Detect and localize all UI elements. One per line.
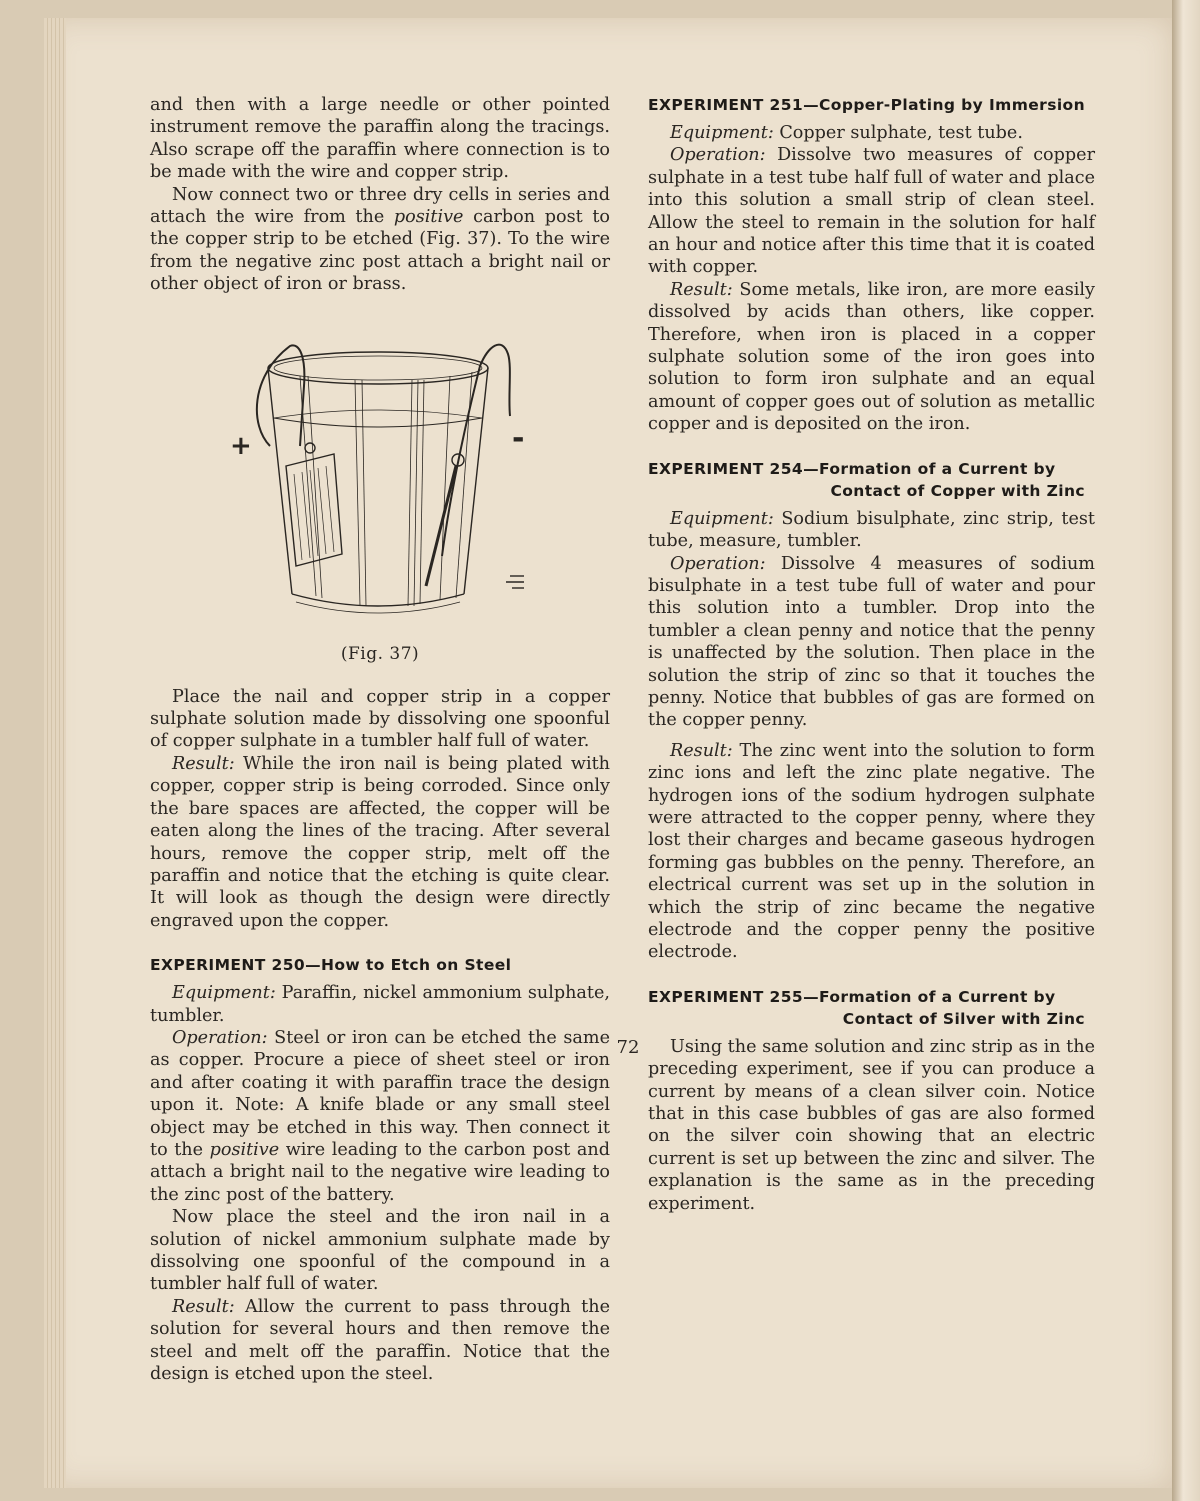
exp254-equipment: [648, 508, 1095, 553]
text: The zinc went into the solution to form zinc ions and left the zinc plate negative. The hydrogen ions of the sodium hydrogen sulphate were attracted to the copper penny, where they lost their charges and became gaseous hydrogen forming gas bubbles on the penny. Therefore, an electrical current was set up in the solution in which the strip of zinc became the negative electrode and the copper penny the positive electrode.: [648, 740, 1095, 963]
title-line-1: EXPERIMENT 255—Formation of a Current by: [648, 987, 1056, 1006]
equipment-label: Equipment:: [172, 983, 276, 1004]
text: Now connect two or three dry cells in series and attach the wire from the: [150, 184, 610, 228]
operation-label: Operation:: [670, 145, 766, 166]
text: Steel or iron can be etched the same as copper. Procure a piece of sheet steel or iron and after coating it with paraffin trace the design upon it. Note: A knife blade or any small steel object may be etched in this way. Then connect it to the: [150, 1027, 610, 1160]
text: carbon post to the copper strip to be etched (Fig. 37). To the wire from the negative zinc post attach a bright nail or other object of iron or brass.: [150, 207, 610, 295]
figure-caption: (Fig. 37): [340, 643, 420, 664]
operation-label: Operation:: [172, 1027, 268, 1048]
exp251-result: [648, 279, 1095, 436]
experiment-251-title: EXPERIMENT 251—Copper-Plating by Immersion: [648, 96, 1086, 114]
emphasis-positive: positive: [209, 1139, 280, 1160]
text: Allow the current to pass through the solution for several hours and then remove the steel and melt off the paraffin. Notice that the design is etched upon the steel.: [150, 1296, 610, 1385]
left-column: [150, 94, 610, 1385]
result-label: Result:: [670, 740, 733, 761]
experiment-250-title: EXPERIMENT 250—How to Etch on Steel: [150, 956, 512, 975]
paragraph-connect: [150, 184, 610, 296]
experiment-255-title: [648, 986, 1095, 1030]
page-number: 72: [616, 1037, 640, 1058]
equipment-label: Equipment:: [670, 123, 774, 143]
result-label: Result:: [172, 753, 235, 774]
tumbler-illustration: [150, 306, 610, 686]
text: Copper sulphate, test tube.: [773, 123, 1023, 143]
exp251-operation: [648, 144, 1095, 278]
exp255-paragraph: Using the same solution and zinc strip as in the preceding experiment, see if you can produce a current by means of a clean silver coin. Notice that in this case bubbles of gas are also formed on the silver coin showing that an electric current is set up between the zinc and silver. The explanation is the same as in the preceding experiment.: [648, 1036, 1095, 1214]
text: Paraffin, nickel ammonium sulphate, tumbler.: [150, 983, 610, 1026]
page-stack-edge: [44, 18, 66, 1488]
title-line-1: EXPERIMENT 254—Formation of a Current by: [648, 459, 1056, 478]
paragraph-intro: and then with a large needle or other pointed instrument remove the paraffin along the tracings. Also scrape off the paraffin where connection is to be made with the wire and copper strip.: [150, 95, 610, 183]
text: Some metals, like iron, are more easily dissolved by acids than others, like copper. Therefore, when iron is placed in a copper sulphate solution some of the iron goes into solution to form iron sulphate and an equal amount of copper goes out of solution as metallic copper and is deposited on the iron.: [648, 279, 1095, 435]
paragraph-result-etching: [150, 753, 610, 932]
exp250-result: [150, 1296, 610, 1386]
text: wire leading to the carbon post and attach a bright nail to the negative wire leading to the zinc post of the battery.: [150, 1139, 610, 1205]
equipment-label: Equipment:: [670, 508, 774, 529]
plus-terminal-label: +: [230, 430, 252, 461]
minus-terminal-label: -: [512, 420, 525, 456]
title-line-2: Contact of Silver with Zinc: [842, 1009, 1085, 1028]
experiment-254-title: [648, 458, 1095, 502]
text: Dissolve 4 measures of sodium bisulphate in a test tube full of water and pour this solution into a tumbler. Drop into the tumbler a clean penny and notice that the penny is unaffected by the solution. Then place in the solution the strip of zinc so that it touches the penny. Notice that bubbles of gas are formed on the copper penny.: [648, 553, 1095, 731]
text: Dissolve two measures of copper sulphate in a test tube half full of water and place into this solution a small strip of clean steel. Allow the steel to remain in the solution for half an hour and notice after this time that it is coated with copper.: [648, 145, 1095, 278]
text: While the iron nail is being plated with copper, copper strip is being corroded. Since only the bare spaces are affected, the copper will be eaten along the lines of the tracing. After several hours, remove the copper strip, melt off the paraffin and notice that the etching is quite clear. It will look as though the design were directly engraved upon the copper.: [150, 753, 610, 931]
emphasis-positive: positive: [393, 207, 464, 228]
title-line-2: Contact of Copper with Zinc: [830, 481, 1085, 500]
facing-page-edge: [1172, 0, 1200, 1501]
exp251-equipment: [648, 122, 1095, 144]
figure-37: [150, 306, 610, 686]
scan-background-top: [0, 0, 1172, 18]
exp254-operation: [648, 553, 1095, 732]
exp254-result: [648, 740, 1095, 964]
result-label: Result:: [172, 1296, 235, 1317]
exp250-equipment: [150, 982, 610, 1027]
exp250-solution: Now place the steel and the iron nail in a solution of nickel ammonium sulphate made by dissolving one spoonful of the compound in a tumbler half full of water.: [150, 1207, 610, 1295]
text: Sodium bisulphate, zinc strip, test tube, measure, tumbler.: [648, 508, 1095, 552]
operation-label: Operation:: [670, 553, 766, 574]
result-label: Result:: [670, 279, 733, 300]
paragraph-place-nail: Place the nail and copper strip in a copper sulphate solution made by dissolving one spoonful of copper sulphate in a tumbler half full of water.: [150, 686, 610, 752]
